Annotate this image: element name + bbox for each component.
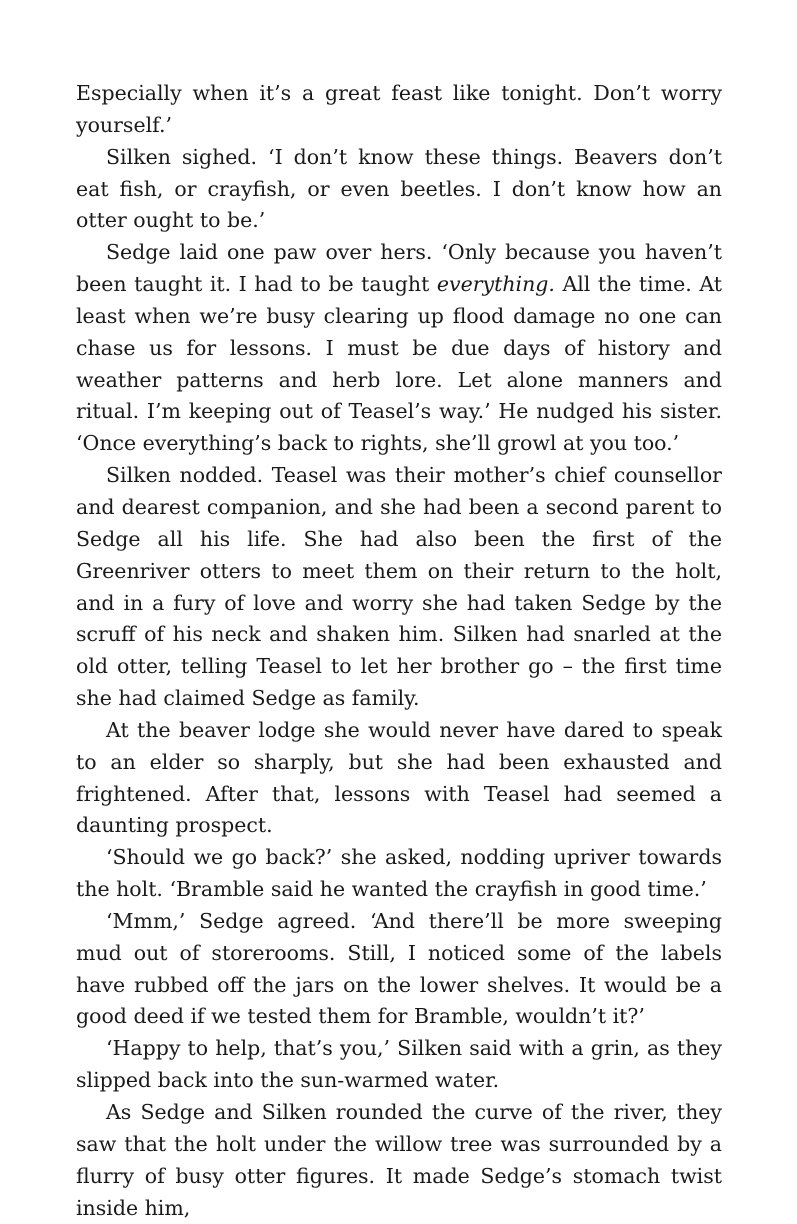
- paragraph: Silken nodded. Teasel was their mother’s chief counsellor and dearest companion, and she had been a second parent to Sedge all his life. She had also been the first of the Greenriver otters to meet them on their return to the holt, and in a fury of love and worry she had taken Sedge by the scruff of his neck and shaken him. Silken had snarled at the old otter, telling Teasel to let her brother go – the first time she had claimed Sedge as family.: [76, 463, 722, 711]
- paragraph: ‘Happy to help, that’s you,’ Silken said with a grin, as they slipped back into the sun-warmed water.: [76, 1036, 722, 1093]
- paragraph: Silken sighed. ‘I don’t know these things. Beavers don’t eat fish, or crayfish, or even beetles. I don’t know how an otter ought to be.’: [76, 144, 722, 233]
- paragraph-text: Sedge laid one paw over hers. ‘Only because you haven’t been taught it. I had to be taught: [76, 240, 722, 297]
- paragraph: ‘Should we go back?’ she asked, nodding upriver towards the holt. ‘Bramble said he wanted the crayfish in good time.’: [76, 845, 722, 902]
- paragraph-text: All the time. At least when we’re busy clearing up flood damage no one can chase us for lessons. I must be due days of history and weather patterns and herb lore. Let alone manners and ritual. I’m keeping out of Teasel’s way.’ He nudged his sister. ‘Once everything’s back to rights, she’ll growl at you too.’: [76, 272, 722, 456]
- body-text: [76, 78, 722, 1224]
- paragraph: Especially when it’s a great feast like tonight. Don’t worry yourself.’: [76, 81, 722, 137]
- paragraph: [76, 237, 722, 460]
- emphasized-word: everything.: [436, 272, 555, 297]
- paragraph: At the beaver lodge she would never have dared to speak to an elder so sharply, but she had been exhausted and frightened. After that, lessons with Teasel had seemed a daunting prospect.: [76, 717, 722, 838]
- paragraph: ‘Mmm,’ Sedge agreed. ‘And there’ll be more sweeping mud out of storerooms. Still, I noticed some of the labels have rubbed off the jars on the lower shelves. It would be a good deed if we tested them for Bramble, wouldn’t it?’: [76, 908, 722, 1029]
- paragraph: As Sedge and Silken rounded the curve of the river, they saw that the holt under the willow tree was surrounded by a flurry of busy otter figures. It made Sedge’s stomach twist inside him,: [76, 1100, 722, 1220]
